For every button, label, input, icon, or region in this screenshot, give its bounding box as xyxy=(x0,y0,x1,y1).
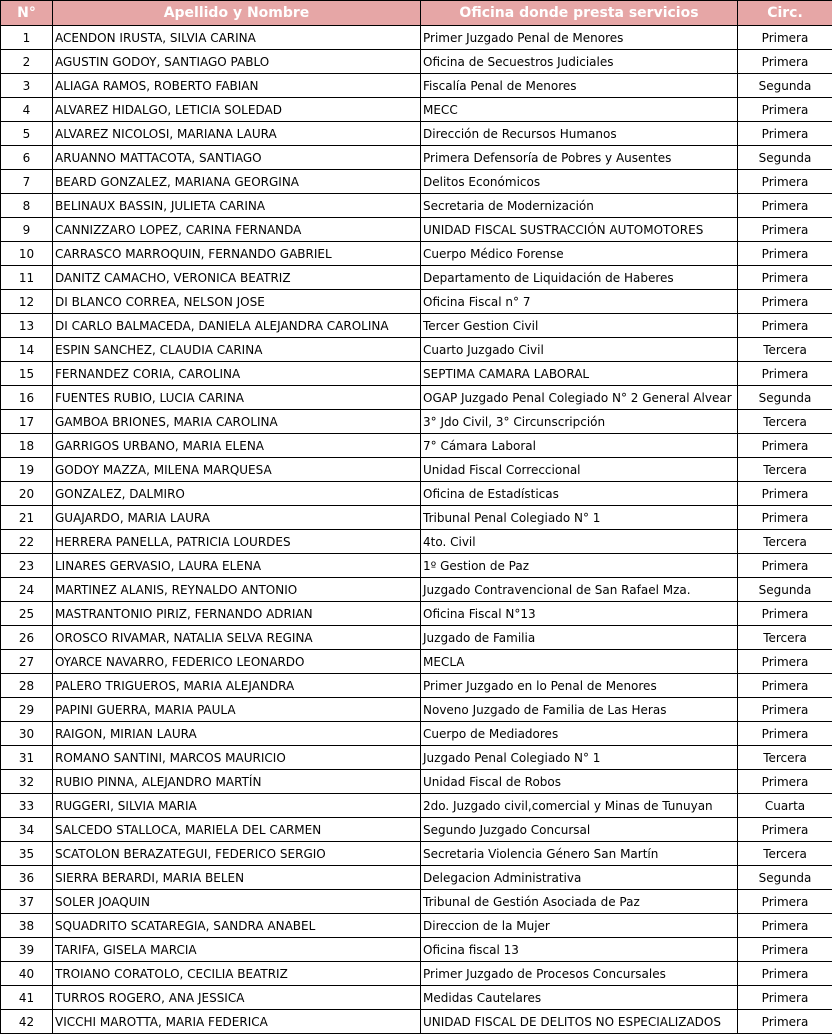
name-cell: FERNANDEZ CORIA, CAROLINA xyxy=(53,362,421,386)
name-cell: HERRERA PANELLA, PATRICIA LOURDES xyxy=(53,530,421,554)
office-cell: Medidas Cautelares xyxy=(421,986,738,1010)
table-row xyxy=(1,266,832,290)
circ-cell: Tercera xyxy=(738,530,832,554)
table-body xyxy=(1,26,832,1034)
row-number-cell: 12 xyxy=(1,290,53,314)
table-header xyxy=(1,1,832,26)
office-cell: Juzgado Penal Colegiado N° 1 xyxy=(421,746,738,770)
circ-cell: Primera xyxy=(738,122,832,146)
name-cell: RAIGON, MIRIAN LAURA xyxy=(53,722,421,746)
circ-cell: Primera xyxy=(738,290,832,314)
row-number-cell: 6 xyxy=(1,146,53,170)
circ-cell: Primera xyxy=(738,722,832,746)
row-number-cell: 19 xyxy=(1,458,53,482)
name-cell: MARTINEZ ALANIS, REYNALDO ANTONIO xyxy=(53,578,421,602)
row-number-cell: 42 xyxy=(1,1010,53,1034)
name-cell: PAPINI GUERRA, MARIA PAULA xyxy=(53,698,421,722)
office-cell: SEPTIMA CAMARA LABORAL xyxy=(421,362,738,386)
row-number-cell: 3 xyxy=(1,74,53,98)
office-cell: Delegacion Administrativa xyxy=(421,866,738,890)
table-row xyxy=(1,674,832,698)
office-cell: Primer Juzgado Penal de Menores xyxy=(421,26,738,50)
name-cell: AGUSTIN GODOY, SANTIAGO PABLO xyxy=(53,50,421,74)
name-cell: LINARES GERVASIO, LAURA ELENA xyxy=(53,554,421,578)
name-cell: GAMBOA BRIONES, MARIA CAROLINA xyxy=(53,410,421,434)
table-row xyxy=(1,458,832,482)
office-cell: Juzgado Contravencional de San Rafael Mza. xyxy=(421,578,738,602)
office-cell: Oficina Fiscal N°13 xyxy=(421,602,738,626)
row-number-cell: 25 xyxy=(1,602,53,626)
circ-cell: Primera xyxy=(738,434,832,458)
office-cell: Oficina fiscal 13 xyxy=(421,938,738,962)
circ-cell: Primera xyxy=(738,218,832,242)
name-cell: PALERO TRIGUEROS, MARIA ALEJANDRA xyxy=(53,674,421,698)
circ-cell: Segunda xyxy=(738,578,832,602)
column-header-name: Apellido y Nombre xyxy=(53,1,421,26)
circ-cell: Segunda xyxy=(738,74,832,98)
name-cell: FUENTES RUBIO, LUCIA CARINA xyxy=(53,386,421,410)
office-cell: Direccion de la Mujer xyxy=(421,914,738,938)
office-cell: OGAP Juzgado Penal Colegiado N° 2 General Alvear xyxy=(421,386,738,410)
table-row xyxy=(1,650,832,674)
circ-cell: Primera xyxy=(738,362,832,386)
circ-cell: Tercera xyxy=(738,338,832,362)
office-cell: Juzgado de Familia xyxy=(421,626,738,650)
column-header-number: N° xyxy=(1,1,53,26)
table-row xyxy=(1,1010,832,1034)
office-cell: Tribunal de Gestión Asociada de Paz xyxy=(421,890,738,914)
circ-cell: Primera xyxy=(738,50,832,74)
table-row xyxy=(1,338,832,362)
header-row xyxy=(1,1,832,26)
circ-cell: Primera xyxy=(738,314,832,338)
table-row xyxy=(1,554,832,578)
name-cell: ROMANO SANTINI, MARCOS MAURICIO xyxy=(53,746,421,770)
table-row xyxy=(1,890,832,914)
row-number-cell: 7 xyxy=(1,170,53,194)
office-cell: Tercer Gestion Civil xyxy=(421,314,738,338)
table-row xyxy=(1,122,832,146)
row-number-cell: 8 xyxy=(1,194,53,218)
name-cell: ARUANNO MATTACOTA, SANTIAGO xyxy=(53,146,421,170)
table-row xyxy=(1,26,832,50)
circ-cell: Primera xyxy=(738,98,832,122)
circ-cell: Primera xyxy=(738,194,832,218)
row-number-cell: 27 xyxy=(1,650,53,674)
circ-cell: Primera xyxy=(738,914,832,938)
circ-cell: Cuarta xyxy=(738,794,832,818)
office-cell: Primer Juzgado de Procesos Concursales xyxy=(421,962,738,986)
row-number-cell: 37 xyxy=(1,890,53,914)
name-cell: BEARD GONZALEZ, MARIANA GEORGINA xyxy=(53,170,421,194)
circ-cell: Tercera xyxy=(738,410,832,434)
table-row xyxy=(1,410,832,434)
row-number-cell: 5 xyxy=(1,122,53,146)
row-number-cell: 36 xyxy=(1,866,53,890)
row-number-cell: 34 xyxy=(1,818,53,842)
circ-cell: Primera xyxy=(738,698,832,722)
circ-cell: Primera xyxy=(738,266,832,290)
table-row xyxy=(1,74,832,98)
office-cell: Cuerpo Médico Forense xyxy=(421,242,738,266)
circ-cell: Primera xyxy=(738,650,832,674)
row-number-cell: 15 xyxy=(1,362,53,386)
column-header-circ: Circ. xyxy=(738,1,832,26)
circ-cell: Primera xyxy=(738,170,832,194)
table-row xyxy=(1,482,832,506)
office-cell: UNIDAD FISCAL SUSTRACCIÓN AUTOMOTORES xyxy=(421,218,738,242)
table-row xyxy=(1,770,832,794)
office-cell: Departamento de Liquidación de Haberes xyxy=(421,266,738,290)
office-cell: 3° Jdo Civil, 3° Circunscripción xyxy=(421,410,738,434)
table-row xyxy=(1,842,832,866)
row-number-cell: 23 xyxy=(1,554,53,578)
table-row xyxy=(1,794,832,818)
row-number-cell: 33 xyxy=(1,794,53,818)
name-cell: RUBIO PINNA, ALEJANDRO MARTÍN xyxy=(53,770,421,794)
table-row xyxy=(1,938,832,962)
table-row xyxy=(1,530,832,554)
table-row xyxy=(1,386,832,410)
name-cell: GONZALEZ, DALMIRO xyxy=(53,482,421,506)
table-row xyxy=(1,314,832,338)
name-cell: ALIAGA RAMOS, ROBERTO FABIAN xyxy=(53,74,421,98)
name-cell: GODOY MAZZA, MILENA MARQUESA xyxy=(53,458,421,482)
circ-cell: Primera xyxy=(738,770,832,794)
name-cell: TURROS ROGERO, ANA JESSICA xyxy=(53,986,421,1010)
row-number-cell: 16 xyxy=(1,386,53,410)
office-cell: Noveno Juzgado de Familia de Las Heras xyxy=(421,698,738,722)
name-cell: SCATOLON BERAZATEGUI, FEDERICO SERGIO xyxy=(53,842,421,866)
table-row xyxy=(1,50,832,74)
table-row xyxy=(1,242,832,266)
row-number-cell: 39 xyxy=(1,938,53,962)
circ-cell: Tercera xyxy=(738,458,832,482)
row-number-cell: 9 xyxy=(1,218,53,242)
row-number-cell: 18 xyxy=(1,434,53,458)
name-cell: CARRASCO MARROQUIN, FERNANDO GABRIEL xyxy=(53,242,421,266)
office-cell: Delitos Económicos xyxy=(421,170,738,194)
table-row xyxy=(1,986,832,1010)
name-cell: DI BLANCO CORREA, NELSON JOSE xyxy=(53,290,421,314)
table-row xyxy=(1,626,832,650)
circ-cell: Primera xyxy=(738,506,832,530)
circ-cell: Segunda xyxy=(738,866,832,890)
circ-cell: Tercera xyxy=(738,746,832,770)
circ-cell: Primera xyxy=(738,482,832,506)
table-row xyxy=(1,218,832,242)
row-number-cell: 24 xyxy=(1,578,53,602)
office-cell: Primera Defensoría de Pobres y Ausentes xyxy=(421,146,738,170)
name-cell: TROIANO CORATOLO, CECILIA BEATRIZ xyxy=(53,962,421,986)
office-cell: Secretaria Violencia Género San Martín xyxy=(421,842,738,866)
table-row xyxy=(1,170,832,194)
office-cell: Fiscalía Penal de Menores xyxy=(421,74,738,98)
table-row xyxy=(1,818,832,842)
name-cell: ESPIN SANCHEZ, CLAUDIA CARINA xyxy=(53,338,421,362)
office-cell: Oficina de Secuestros Judiciales xyxy=(421,50,738,74)
table-row xyxy=(1,98,832,122)
name-cell: CANNIZZARO LOPEZ, CARINA FERNANDA xyxy=(53,218,421,242)
row-number-cell: 32 xyxy=(1,770,53,794)
circ-cell: Primera xyxy=(738,674,832,698)
row-number-cell: 11 xyxy=(1,266,53,290)
name-cell: DANITZ CAMACHO, VERONICA BEATRIZ xyxy=(53,266,421,290)
table-row xyxy=(1,290,832,314)
row-number-cell: 35 xyxy=(1,842,53,866)
name-cell: GUAJARDO, MARIA LAURA xyxy=(53,506,421,530)
name-cell: DI CARLO BALMACEDA, DANIELA ALEJANDRA CAROLINA xyxy=(53,314,421,338)
table-row xyxy=(1,578,832,602)
name-cell: MASTRANTONIO PIRIZ, FERNANDO ADRIAN xyxy=(53,602,421,626)
row-number-cell: 38 xyxy=(1,914,53,938)
row-number-cell: 2 xyxy=(1,50,53,74)
circ-cell: Primera xyxy=(738,890,832,914)
row-number-cell: 17 xyxy=(1,410,53,434)
office-cell: Oficina Fiscal n° 7 xyxy=(421,290,738,314)
circ-cell: Primera xyxy=(738,818,832,842)
table-row xyxy=(1,722,832,746)
row-number-cell: 14 xyxy=(1,338,53,362)
circ-cell: Tercera xyxy=(738,626,832,650)
name-cell: OYARCE NAVARRO, FEDERICO LEONARDO xyxy=(53,650,421,674)
office-cell: Cuarto Juzgado Civil xyxy=(421,338,738,362)
circ-cell: Primera xyxy=(738,602,832,626)
circ-cell: Primera xyxy=(738,26,832,50)
row-number-cell: 22 xyxy=(1,530,53,554)
office-cell: 2do. Juzgado civil,comercial y Minas de Tunuyan xyxy=(421,794,738,818)
row-number-cell: 29 xyxy=(1,698,53,722)
circ-cell: Primera xyxy=(738,1010,832,1034)
circ-cell: Primera xyxy=(738,242,832,266)
table-row xyxy=(1,914,832,938)
row-number-cell: 4 xyxy=(1,98,53,122)
circ-cell: Segunda xyxy=(738,386,832,410)
table-row xyxy=(1,602,832,626)
office-cell: Cuerpo de Mediadores xyxy=(421,722,738,746)
name-cell: OROSCO RIVAMAR, NATALIA SELVA REGINA xyxy=(53,626,421,650)
circ-cell: Primera xyxy=(738,986,832,1010)
name-cell: GARRIGOS URBANO, MARIA ELENA xyxy=(53,434,421,458)
name-cell: SIERRA BERARDI, MARIA BELEN xyxy=(53,866,421,890)
table-row xyxy=(1,194,832,218)
office-cell: Dirección de Recursos Humanos xyxy=(421,122,738,146)
row-number-cell: 40 xyxy=(1,962,53,986)
circ-cell: Primera xyxy=(738,938,832,962)
name-cell: ACENDON IRUSTA, SILVIA CARINA xyxy=(53,26,421,50)
name-cell: SALCEDO STALLOCA, MARIELA DEL CARMEN xyxy=(53,818,421,842)
table-row xyxy=(1,146,832,170)
row-number-cell: 21 xyxy=(1,506,53,530)
row-number-cell: 1 xyxy=(1,26,53,50)
circ-cell: Primera xyxy=(738,962,832,986)
office-cell: Unidad Fiscal Correccional xyxy=(421,458,738,482)
row-number-cell: 30 xyxy=(1,722,53,746)
office-cell: Secretaria de Modernización xyxy=(421,194,738,218)
row-number-cell: 13 xyxy=(1,314,53,338)
office-cell: Tribunal Penal Colegiado N° 1 xyxy=(421,506,738,530)
office-cell: Unidad Fiscal de Robos xyxy=(421,770,738,794)
table-row xyxy=(1,866,832,890)
office-cell: MECC xyxy=(421,98,738,122)
office-cell: Primer Juzgado en lo Penal de Menores xyxy=(421,674,738,698)
table-row xyxy=(1,698,832,722)
office-cell: Segundo Juzgado Concursal xyxy=(421,818,738,842)
office-cell: 7° Cámara Laboral xyxy=(421,434,738,458)
row-number-cell: 26 xyxy=(1,626,53,650)
table-row xyxy=(1,434,832,458)
table-row xyxy=(1,362,832,386)
name-cell: RUGGERI, SILVIA MARIA xyxy=(53,794,421,818)
row-number-cell: 41 xyxy=(1,986,53,1010)
name-cell: ALVAREZ NICOLOSI, MARIANA LAURA xyxy=(53,122,421,146)
row-number-cell: 10 xyxy=(1,242,53,266)
row-number-cell: 31 xyxy=(1,746,53,770)
name-cell: TARIFA, GISELA MARCIA xyxy=(53,938,421,962)
name-cell: SOLER JOAQUIN xyxy=(53,890,421,914)
name-cell: BELINAUX BASSIN, JULIETA CARINA xyxy=(53,194,421,218)
office-cell: Oficina de Estadísticas xyxy=(421,482,738,506)
office-cell: UNIDAD FISCAL DE DELITOS NO ESPECIALIZADOS xyxy=(421,1010,738,1034)
table-row xyxy=(1,746,832,770)
name-cell: SQUADRITO SCATAREGIA, SANDRA ANABEL xyxy=(53,914,421,938)
circ-cell: Primera xyxy=(738,554,832,578)
office-cell: 1º Gestion de Paz xyxy=(421,554,738,578)
office-cell: 4to. Civil xyxy=(421,530,738,554)
table-row xyxy=(1,506,832,530)
circ-cell: Tercera xyxy=(738,842,832,866)
column-header-office: Oficina donde presta servicios xyxy=(421,1,738,26)
office-cell: MECLA xyxy=(421,650,738,674)
name-cell: VICCHI MAROTTA, MARIA FEDERICA xyxy=(53,1010,421,1034)
name-cell: ALVAREZ HIDALGO, LETICIA SOLEDAD xyxy=(53,98,421,122)
row-number-cell: 28 xyxy=(1,674,53,698)
row-number-cell: 20 xyxy=(1,482,53,506)
table-row xyxy=(1,962,832,986)
circ-cell: Segunda xyxy=(738,146,832,170)
